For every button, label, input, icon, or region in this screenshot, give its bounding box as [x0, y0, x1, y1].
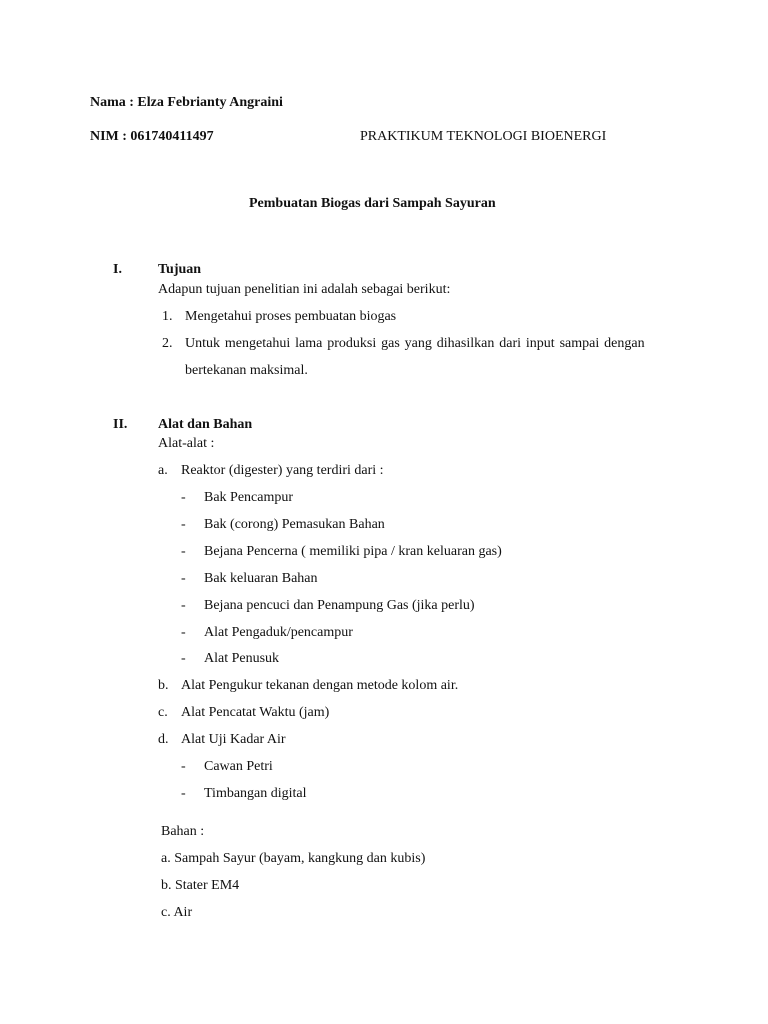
- dash-marker: -: [181, 517, 186, 532]
- sub-list-item: Bak Pencampur: [204, 490, 294, 505]
- sub-list-item: Bejana Pencerna ( memiliki pipa / kran keluaran gas): [204, 544, 502, 559]
- list-item: Alat Pencatat Waktu (jam): [181, 705, 330, 720]
- dash-marker: -: [181, 625, 186, 640]
- section-1-numeral: I.: [113, 262, 122, 277]
- section-2-numeral: II.: [113, 417, 128, 432]
- list-marker: c.: [158, 705, 168, 720]
- course-title: PRAKTIKUM TEKNOLOGI BIOENERGI: [360, 129, 607, 144]
- list-item: Alat Pengukur tekanan dengan metode kolom air.: [181, 678, 459, 693]
- list-marker: b.: [158, 678, 169, 693]
- student-nim: NIM : 061740411497: [90, 129, 214, 144]
- list-marker: d.: [158, 732, 169, 747]
- section-1-heading: Tujuan: [158, 262, 202, 277]
- section-1-intro: Adapun tujuan penelitian ini adalah sebagai berikut:: [158, 282, 451, 297]
- sub-list-item: Bak (corong) Pemasukan Bahan: [204, 517, 385, 532]
- materials-label: Bahan :: [161, 824, 205, 839]
- list-marker: 2.: [162, 336, 173, 351]
- list-item: Mengetahui proses pembuatan biogas: [185, 309, 397, 324]
- material-item: a. Sampah Sayur (bayam, kangkung dan kubis): [161, 851, 426, 866]
- dash-marker: -: [181, 571, 186, 586]
- student-name: Nama : Elza Febrianty Angraini: [90, 95, 283, 110]
- list-item: Alat Uji Kadar Air: [181, 732, 286, 747]
- material-item: b. Stater EM4: [161, 878, 240, 893]
- list-item-continuation: bertekanan maksimal.: [185, 363, 308, 378]
- list-item: Untuk mengetahui lama produksi gas yang dihasilkan dari input sampai dengan: [185, 336, 645, 351]
- material-item: c. Air: [161, 905, 193, 920]
- document-title: Pembuatan Biogas dari Sampah Sayuran: [249, 196, 496, 211]
- dash-marker: -: [181, 544, 186, 559]
- list-marker: a.: [158, 463, 168, 478]
- sub-list-item: Timbangan digital: [204, 786, 307, 801]
- dash-marker: -: [181, 651, 186, 666]
- dash-marker: -: [181, 490, 186, 505]
- sub-list-item: Bak keluaran Bahan: [204, 571, 318, 586]
- sub-list-item: Bejana pencuci dan Penampung Gas (jika perlu): [204, 598, 475, 613]
- tools-label: Alat-alat :: [158, 436, 215, 451]
- dash-marker: -: [181, 598, 186, 613]
- sub-list-item: Cawan Petri: [204, 759, 273, 774]
- list-item: Reaktor (digester) yang terdiri dari :: [181, 463, 384, 478]
- section-2-heading: Alat dan Bahan: [158, 417, 253, 432]
- dash-marker: -: [181, 786, 186, 801]
- sub-list-item: Alat Penusuk: [204, 651, 280, 666]
- sub-list-item: Alat Pengaduk/pencampur: [204, 625, 353, 640]
- list-marker: 1.: [162, 309, 173, 324]
- dash-marker: -: [181, 759, 186, 774]
